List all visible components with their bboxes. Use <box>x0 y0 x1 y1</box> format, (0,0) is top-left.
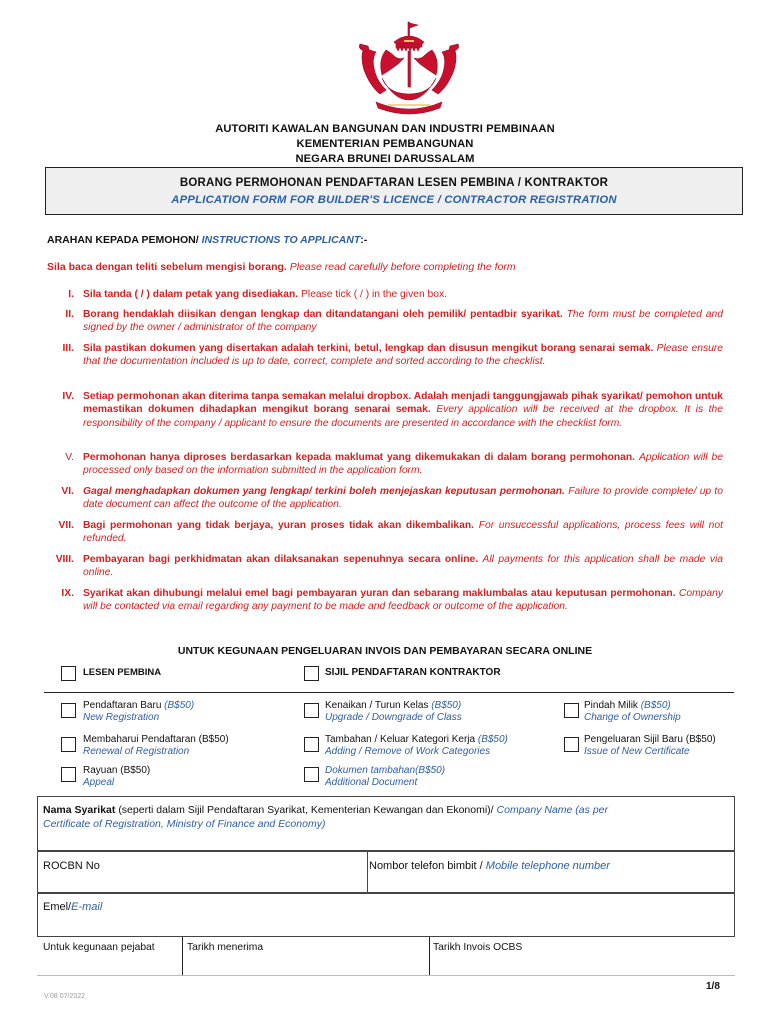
pindah-milik-checkbox[interactable] <box>564 703 579 718</box>
online-payment-heading: UNTUK KEGUNAAN PENGELUARAN INVOIS DAN PEMBAYARAN SECARA ONLINE <box>177 645 593 657</box>
option-malay: Pindah Milik <box>584 700 638 711</box>
option-malay: Dokumen tambahan <box>325 765 416 776</box>
option-fee: (B$50) <box>685 734 716 745</box>
tambahan-kategori-checkbox[interactable] <box>304 737 319 752</box>
email-label-malay: Emel/ <box>43 901 72 913</box>
instructions-heading-english: INSTRUCTIONS TO APPLICANT <box>201 234 361 246</box>
option-english: Renewal of Registration <box>83 746 190 757</box>
kenaikan-kelas-label <box>325 700 462 724</box>
pengeluaran-sijil-checkbox[interactable] <box>564 737 579 752</box>
company-label-bold: Nama Syarikat <box>43 804 116 816</box>
email-label-english: E-mail <box>71 901 103 913</box>
item-malay: Bagi permohonan yang tidak berjaya, yuran proses tidak akan dikembalikan. <box>83 520 475 531</box>
tambahan-kategori-label <box>325 734 508 758</box>
item-number: III. <box>62 343 74 354</box>
item-english: Failure to provide complete/ up to date document can affect the outcome of the application. <box>83 486 723 511</box>
item-number: VII. <box>58 520 74 531</box>
option-english: Change of Ownership <box>584 712 681 723</box>
company-label-english-cont: Certificate of Registration, Ministry of Finance and Economy) <box>43 818 326 830</box>
option-fee: (B$50) <box>640 700 671 711</box>
item-number: IV. <box>62 391 74 402</box>
sijil-kontraktor-checkbox[interactable] <box>304 666 319 681</box>
divider <box>37 975 735 976</box>
intro-malay: Sila baca dengan teliti sebelum mengisi borang. <box>47 261 287 273</box>
lesen-pembina-label: LESEN PEMBINA <box>83 667 162 678</box>
item-number: II. <box>65 309 74 320</box>
company-label-rest: (seperti dalam Sijil Pendaftaran Syarikat, Kementerian Kewangan dan Ekonomi)/ <box>118 804 494 816</box>
option-fee: (B$50) <box>415 765 446 776</box>
option-fee: (B$50) <box>120 765 151 776</box>
option-fee: (B$50) <box>198 734 229 745</box>
version-label: V.08 07/2022 <box>44 993 86 1000</box>
option-english: Issue of New Certificate <box>584 746 690 757</box>
company-label-english: Company Name (as per <box>496 804 608 816</box>
pendaftaran-baru-checkbox[interactable] <box>61 703 76 718</box>
phone-label-english: Mobile telephone number <box>485 860 610 872</box>
divider <box>429 937 430 975</box>
option-malay: Kenaikan / Turun Kelas <box>325 700 429 711</box>
option-fee: (B$50) <box>431 700 462 711</box>
rayuan-label <box>83 765 150 789</box>
item-malay: Permohonan hanya diproses berdasarkan kepada maklumat yang dikemukakan di dalam borang permohonan. <box>83 452 636 463</box>
item-malay: Sila pastikan dokumen yang disertakan adalah terkini, betul, lengkap dan disusun mengikut borang senarai semak. <box>83 343 654 354</box>
office-use-label: Untuk kegunaan pejabat <box>43 942 155 953</box>
date-received-label: Tarikh menerima <box>187 942 264 953</box>
intro-english: Please read carefully before completing the form <box>289 261 516 273</box>
phone-field[interactable] <box>367 851 735 893</box>
item-english: Please ensure that the documentation included is up to date, correct, complete and sorted according to the checklist. <box>83 343 723 368</box>
option-english: Additional Document <box>325 777 418 788</box>
option-english: Appeal <box>83 777 115 788</box>
item-malay: Pembayaran bagi perkhidmatan akan dilaksanakan sepenuhnya secara online. <box>83 554 479 565</box>
kenaikan-kelas-checkbox[interactable] <box>304 703 319 718</box>
option-english: Upgrade / Downgrade of Class <box>325 712 462 723</box>
item-number: IX. <box>61 588 74 599</box>
pendaftaran-baru-label <box>83 700 194 724</box>
item-number: VI. <box>61 486 74 497</box>
email-label <box>43 901 102 913</box>
item-english: Company will be contacted via email regarding any payment to be made and feedback or outcome of the application. <box>83 588 723 613</box>
pengeluaran-sijil-label <box>584 734 716 758</box>
form-title-malay: BORANG PERMOHONAN PENDAFTARAN LESEN PEMBINA / KONTRAKTOR <box>179 177 609 189</box>
option-english: New Registration <box>83 712 160 723</box>
item-malay: Setiap permohonan akan diterima tanpa semakan melalui dropbox. Adalah menjadi tanggungjawab pihak syarikat/ pemohon untuk memastikan dokumen dihadapkan mengikut borang senarai semak. <box>83 391 723 416</box>
instructions-intro <box>47 261 516 273</box>
phone-label <box>369 860 610 872</box>
page-number: 1/8 <box>706 981 720 992</box>
option-fee: (B$50) <box>164 700 195 711</box>
item-number: VIII. <box>55 554 74 565</box>
country-name: NEGARA BRUNEI DARUSSALAM <box>295 153 475 165</box>
form-title-box <box>45 167 743 215</box>
email-field[interactable] <box>37 893 735 937</box>
rayuan-checkbox[interactable] <box>61 767 76 782</box>
item-malay: Sila tanda ( / ) dalam petak yang disediakan. <box>83 289 299 300</box>
item-malay: Syarikat akan dihubungi melalui emel bagi pembayaran yuran dan sebarang maklumbalas atau keputusan permohonan. <box>83 588 676 599</box>
form-title-english: APPLICATION FORM FOR BUILDER'S LICENCE / CONTRACTOR REGISTRATION <box>171 194 617 206</box>
option-malay: Pendaftaran Baru <box>83 700 162 711</box>
phone-label-malay: Nombor telefon bimbit / <box>369 860 483 872</box>
option-fee: (B$50) <box>477 734 508 745</box>
membaharui-pendaftaran-label <box>83 734 229 758</box>
instructions-heading-suffix: :- <box>360 234 368 246</box>
pindah-milik-label <box>584 700 681 724</box>
instructions-heading-malay: ARAHAN KEPADA PEMOHON/ <box>47 234 199 246</box>
item-number: I. <box>68 289 74 300</box>
item-english: The form must be completed and signed by the owner / administrator of the company <box>83 309 723 334</box>
item-number: V. <box>65 452 74 463</box>
option-malay: Rayuan <box>83 765 118 776</box>
option-malay: Tambahan / Keluar Kategori Kerja <box>325 734 476 745</box>
lesen-pembina-checkbox[interactable] <box>61 666 76 681</box>
option-malay: Pengeluaran Sijil Baru <box>584 734 683 745</box>
company-name-label <box>43 803 723 831</box>
item-malay: Gagal menghadapkan dokumen yang lengkap/ terkini boleh menjejaskan keputusan permohonan. <box>83 486 565 497</box>
item-english: All payments for this application shall be made via online. <box>83 554 723 579</box>
option-malay: Membaharui Pendaftaran <box>83 734 196 745</box>
membaharui-pendaftaran-checkbox[interactable] <box>61 737 76 752</box>
rocbn-label: ROCBN No <box>43 860 100 872</box>
authority-name: AUTORITI KAWALAN BANGUNAN DAN INDUSTRI PEMBINAAN <box>215 123 555 135</box>
item-english: Application will be processed only based on the information submitted in the application form. <box>83 452 723 477</box>
divider <box>44 692 734 693</box>
sijil-kontraktor-label: SIJIL PENDAFTARAN KONTRAKTOR <box>325 667 501 678</box>
item-malay: Borang hendaklah diisikan dengan lengkap dan ditandatangani oleh pemilik/ pentadbir syarikat. <box>83 309 563 320</box>
instructions-heading <box>47 234 367 246</box>
dokumen-tambahan-checkbox[interactable] <box>304 767 319 782</box>
invoice-date-label: Tarikh Invois OCBS <box>433 942 523 953</box>
brunei-crest-logo <box>354 20 464 120</box>
item-english: Every application will be received at the dropbox. It is the responsibility of the company / applicant to ensure the documents are presented in accordance with the checklist form. <box>83 404 723 429</box>
item-english: Please tick ( / ) in the given box. <box>301 289 447 300</box>
option-english: Adding / Remove of Work Categories <box>325 746 491 757</box>
item-english: For unsuccessful applications, process fees will not refunded. <box>83 520 723 545</box>
rocbn-field[interactable] <box>37 851 368 893</box>
dokumen-tambahan-label <box>325 765 445 789</box>
divider <box>182 937 183 975</box>
ministry-name: KEMENTERIAN PEMBANGUNAN <box>296 138 474 150</box>
